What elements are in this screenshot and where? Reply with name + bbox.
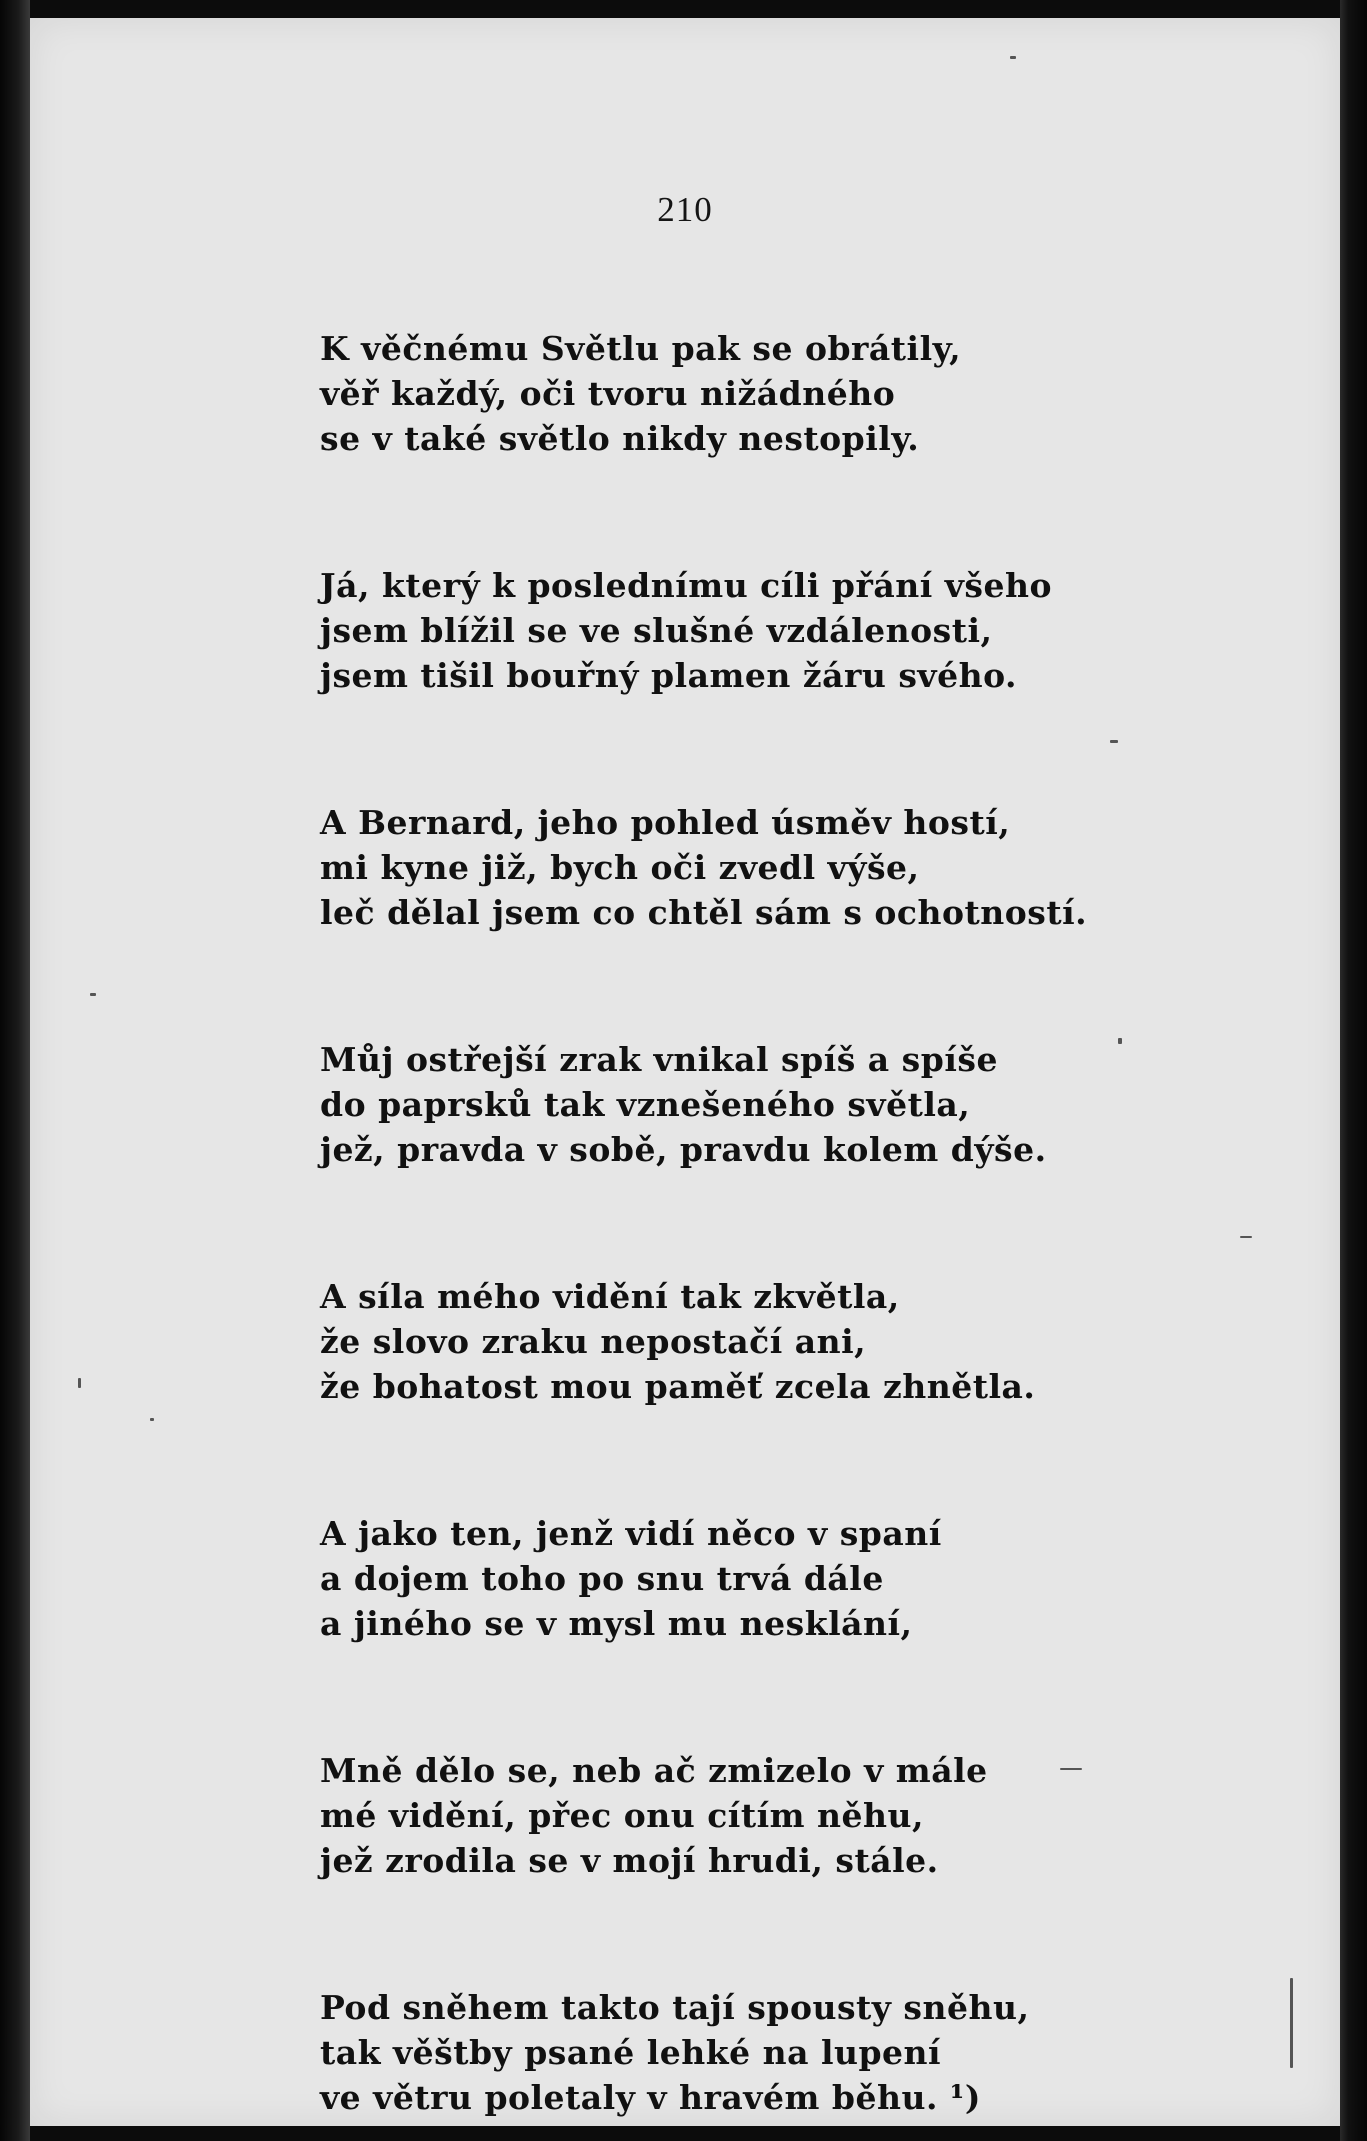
poem-line: Pod sněhem takto tají spousty sněhu, [320, 1988, 1030, 2027]
poem-line: Můj ostřejší zrak vnikal spíš a spíše [320, 1040, 998, 1079]
poem-line: jsem blížil se ve slušné vzdálenosti, [320, 611, 993, 650]
scan-speck [1118, 1038, 1122, 1044]
poem-line: A jako ten, jenž vidí něco v spaní [320, 1514, 942, 1553]
poem-line: se v také světlo nikdy nestopily. [320, 419, 920, 458]
poem-line: mé vidění, přec onu cítím něhu, [320, 1796, 924, 1835]
poem-line: a jiného se v mysl mu nesklání, [320, 1604, 913, 1643]
stanza-1 [320, 326, 1180, 461]
stanza-5 [320, 1274, 1180, 1409]
book-page [30, 18, 1340, 2126]
stanza-8 [320, 1985, 1180, 2120]
stanza-3 [320, 800, 1180, 935]
poem-line: jež zrodila se v mojí hrudi, stále. [320, 1841, 939, 1880]
poem-line: jsem tišil bouřný plamen žáru svého. [320, 656, 1017, 695]
poem-line: věř každý, oči tvoru nižádného [320, 374, 896, 413]
poem-line: ve větru poletaly v hravém běhu. ¹) [320, 2078, 981, 2117]
scan-left-edge [0, 0, 30, 2141]
stanza-6 [320, 1511, 1180, 1646]
poem-line: Já, který k poslednímu cíli přání všeho [320, 566, 1052, 605]
poem-line: a dojem toho po snu trvá dále [320, 1559, 884, 1598]
scan-speck [1010, 56, 1016, 59]
poem-line: leč dělal jsem co chtěl sám s ochotností. [320, 893, 1088, 932]
scan-speck [78, 1378, 81, 1388]
stanza-2 [320, 563, 1180, 698]
stanza-4 [320, 1037, 1180, 1172]
scan-right-edge [1340, 0, 1367, 2141]
poem-line: že slovo zraku nepostačí ani, [320, 1322, 867, 1361]
scan-speck [1060, 1768, 1082, 1770]
poem-line: A síla mého vidění tak zkvětla, [320, 1277, 900, 1316]
scan-speck [1110, 740, 1118, 743]
poem-line: že bohatost mou paměť zcela zhnětla. [320, 1367, 1036, 1406]
scan-speck [150, 1418, 154, 1421]
scan-speck [1240, 1236, 1252, 1238]
poem-line: Mně dělo se, neb ač zmizelo v mále [320, 1751, 988, 1790]
scan-speck [1290, 1978, 1293, 2068]
poem [320, 326, 1180, 2120]
poem-line: A Bernard, jeho pohled úsměv hostí, [320, 803, 1011, 842]
scan-speck [90, 993, 96, 996]
stanza-7 [320, 1748, 1180, 1883]
poem-line: K věčnému Světlu pak se obrátily, [320, 329, 962, 368]
poem-line: do paprsků tak vznešeného světla, [320, 1085, 971, 1124]
poem-line: mi kyne již, bych oči zvedl výše, [320, 848, 920, 887]
poem-line: jež, pravda v sobě, pravdu kolem dýše. [320, 1130, 1047, 1169]
poem-line: tak věštby psané lehké na lupení [320, 2033, 942, 2072]
page-number: 210 [657, 190, 713, 229]
